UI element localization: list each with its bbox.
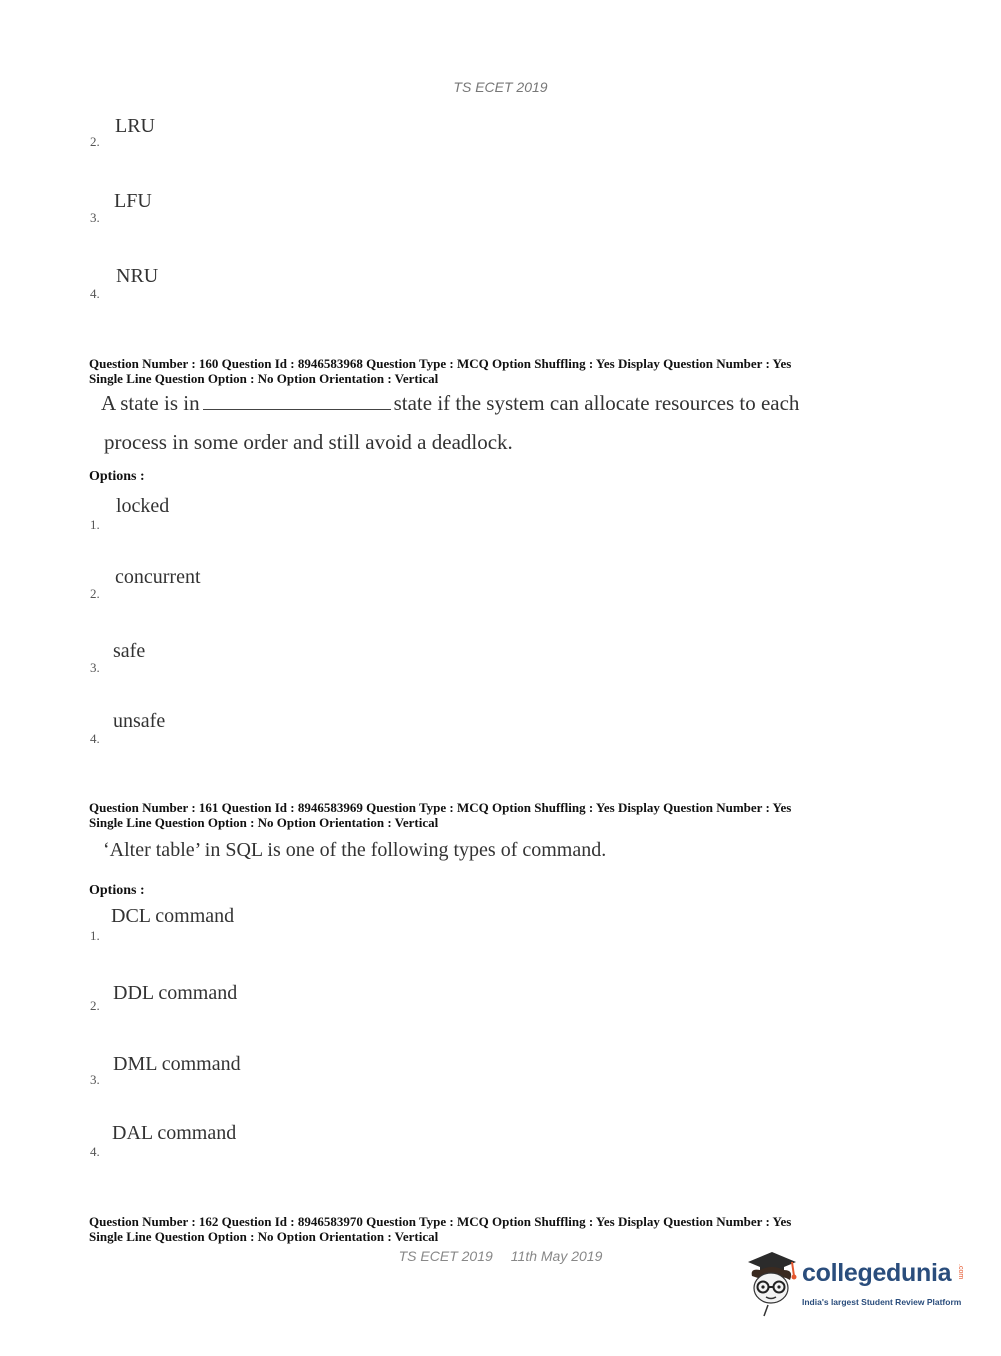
fill-blank xyxy=(203,391,391,410)
question-meta: Question Number : 161 Question Id : 8946583969 Question Type : MCQ Option Shuffling : Yes Display Question Number : Yes xyxy=(89,800,792,815)
page-header: TS ECET 2019 xyxy=(453,79,548,95)
question-text: ‘Alter table’ in SQL is one of the following types of command. xyxy=(103,839,607,861)
option-text: LFU xyxy=(114,190,152,212)
option-number: 3. xyxy=(90,660,100,675)
option-text: DAL command xyxy=(112,1122,237,1144)
footer-exam: TS ECET 2019 xyxy=(398,1248,493,1264)
option-text: unsafe xyxy=(113,710,166,732)
option-number: 4. xyxy=(90,286,100,301)
option-text: NRU xyxy=(116,265,159,287)
option-text: safe xyxy=(113,640,146,662)
footer-date: 11th May 2019 xyxy=(510,1248,603,1264)
question-meta: Question Number : 162 Question Id : 8946583970 Question Type : MCQ Option Shuffling : Yes Display Question Number : Yes xyxy=(89,1214,792,1229)
option-number: 4. xyxy=(90,1144,100,1159)
options-label: Options : xyxy=(89,469,145,484)
question-meta: Single Line Question Option : No Option Orientation : Vertical xyxy=(89,1229,439,1244)
question-meta: Single Line Question Option : No Option Orientation : Vertical xyxy=(89,371,439,386)
question-text-part: state if the system can allocate resources to each xyxy=(393,391,800,415)
option-number: 2. xyxy=(90,134,100,149)
logo-domain: .com xyxy=(957,1264,964,1280)
option-text: DDL command xyxy=(113,982,238,1004)
option-text: DML command xyxy=(113,1053,241,1075)
option-text: concurrent xyxy=(115,566,201,588)
collegedunia-logo[interactable] xyxy=(742,1250,972,1320)
logo-wordmark: collegedunia xyxy=(802,1259,952,1287)
question-text-part: A state is in xyxy=(101,391,200,415)
option-number: 3. xyxy=(90,210,100,225)
option-number: 1. xyxy=(90,517,100,532)
question-text xyxy=(101,391,799,416)
question-text: process in some order and still avoid a deadlock. xyxy=(104,430,513,454)
question-meta: Question Number : 160 Question Id : 8946583968 Question Type : MCQ Option Shuffling : Yes Display Question Number : Yes xyxy=(89,356,792,371)
option-number: 3. xyxy=(90,1072,100,1087)
option-text: LRU xyxy=(115,115,155,137)
options-label: Options : xyxy=(89,883,145,898)
option-number: 2. xyxy=(90,998,100,1013)
logo-tagline: India's largest Student Review Platform xyxy=(802,1297,962,1307)
option-number: 2. xyxy=(90,586,100,601)
option-number: 1. xyxy=(90,928,100,943)
option-number: 4. xyxy=(90,731,100,746)
option-text: locked xyxy=(116,495,170,517)
option-text: DCL command xyxy=(111,905,235,927)
question-meta: Single Line Question Option : No Option Orientation : Vertical xyxy=(89,815,439,830)
student-mascot-icon xyxy=(742,1250,800,1318)
